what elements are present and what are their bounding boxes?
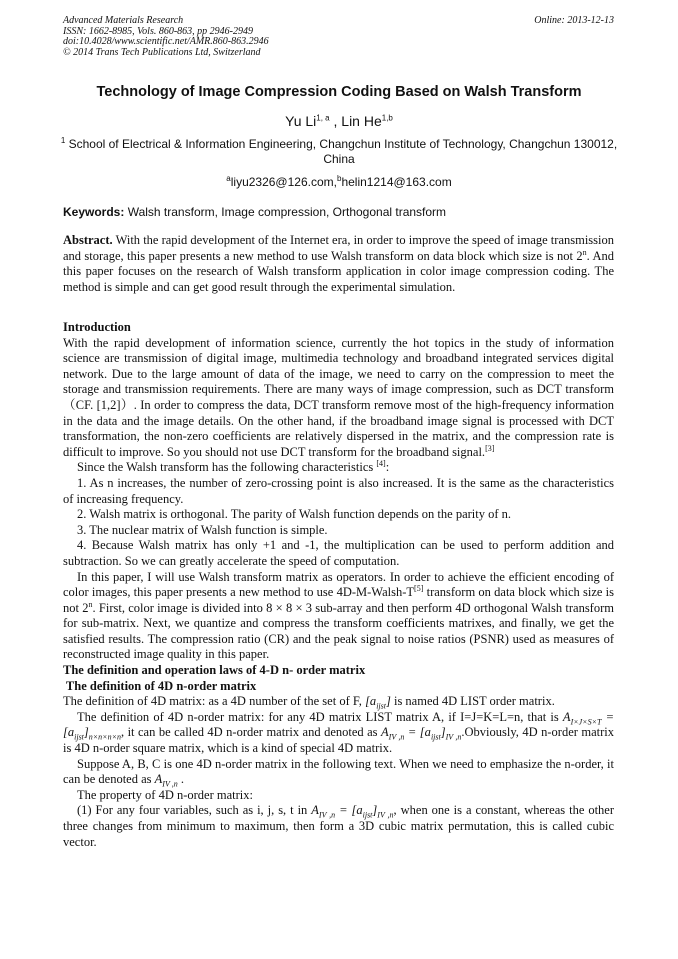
abstract-sup: n	[582, 247, 587, 257]
intro-p2-text: Since the Walsh transform has the following characteristics	[77, 460, 377, 475]
emails	[0, 175, 678, 189]
math-a-ivn-2: $A_{IV ,n}$	[154, 772, 178, 789]
paper-title: Technology of Image Compression Coding Based on Walsh Transform	[96, 84, 582, 100]
s2-p2-text-a: The definition of 4D n-order matrix: for any 4D matrix LIST matrix A, if I=J=K=L=n, that is	[77, 709, 563, 724]
intro-p1-ref[interactable]: [3]	[485, 443, 495, 453]
copyright: © 2014 Trans Tech Publications Ltd, Switzerland	[63, 46, 261, 58]
list-item: 1. As n increases, the number of zero-crossing point is also increased. It is the same as the characteristics of increasing frequency.	[63, 475, 614, 506]
author-1: Yu Li	[285, 113, 317, 129]
math-a-ivn: $A_{IV ,n} = [a_{ijst}]_{IV ,n}$	[381, 725, 462, 742]
email-b-sup: b	[336, 174, 342, 183]
intro-p1-text: With the rapid development of information science, currently the hot topics in the study of information science are transmission of digital image, multimedia technology and broadband integrated services digital network. Due to the large amount of data of the image, we need to carry on the compression to meet the storage and transmission requirements. There are many ways of image compression, such as DCT transform （CF. [1,2]）. In order to compress the data, DCT transform remove most of the high-frequency information in the data and the image details. On the other hand, if the broadband image signal is processed with DCT transformation, the non-zero coefficients are relatively dispersed in the matrix, and the compression rate is difficult to improve. So you should not use DCT transform for the broadband signal.	[63, 335, 614, 459]
section2-heading: The definition and operation laws of 4-D n- order matrix	[63, 663, 366, 678]
email-a-sup: a	[226, 174, 231, 183]
intro-p2-end: :	[385, 460, 390, 475]
s2-p5-text-a: (1) For any four variables, such as i, j, s, t in	[77, 803, 312, 818]
list-item: 4. Because Walsh matrix has only +1 and -1, the multiplication can be used to perform addition and subtraction. So we can greatly accelerate the speed of computation.	[63, 538, 614, 568]
doi: doi:10.4028/www.scientific.net/AMR.860-863.2946	[63, 36, 269, 47]
intro-p3-text-b: transform on data block which size is not 2	[63, 585, 614, 615]
journal-name: Advanced Materials Research	[63, 15, 184, 26]
intro-paragraph-1	[63, 336, 614, 461]
math-a-ijst: $A_{I\times J\times S\times T} = [a_{ijst}]_{n\times n\times n\times n}$	[63, 709, 615, 742]
intro-p3-text-a: In this paper, I will use Walsh transform matrix as operators. In order to achieve the efficient encoding of color images, this paper presents a new method to use 4D-M-Walsh-T	[63, 569, 614, 600]
keywords-text: Walsh transform, Image compression, Orthogonal transform	[127, 205, 447, 219]
abstract-label: Abstract.	[63, 233, 113, 247]
author-2-sup: 1,b	[381, 113, 393, 123]
affiliation-text: School of Electrical & Information Engineering, Changchun Institute of Technology, Changchun 130012, China	[68, 137, 618, 166]
math-aijst: $[a_{ijst}]$	[365, 694, 391, 711]
intro-paragraph-3	[63, 570, 614, 664]
abstract-text-2: . And this paper focuses on the research of Walsh transform application in color image compression coding. The method is simple and can get good result through the experimental simulation.	[63, 248, 614, 294]
section2-paragraph-5	[63, 803, 614, 850]
affiliation-sup: 1	[60, 136, 66, 145]
s2-p3-text-b: .	[177, 772, 184, 787]
author-2: Lin He	[341, 113, 382, 129]
intro-paragraph-2	[63, 460, 614, 476]
s2-p1-text-b: is named 4D LIST order matrix.	[390, 694, 555, 709]
keywords	[63, 205, 446, 219]
authors	[0, 113, 678, 129]
intro-p2-ref[interactable]: [4]	[376, 459, 386, 469]
journal-header	[63, 16, 269, 58]
section2-paragraph-4: The property of 4D n-order matrix:	[77, 787, 253, 802]
online-date: Online: 2013-12-13	[534, 15, 614, 26]
section2-paragraph-1	[63, 694, 614, 710]
intro-p3-sup: n	[88, 599, 93, 609]
intro-p3-ref[interactable]: [5]	[414, 583, 424, 593]
s2-p5-text-b: , when one is a constant, whereas the other three changes from minimum to maximum, then form a 3D cubic matrix permutation, this is called cubic vector.	[63, 803, 615, 849]
keywords-label: Keywords:	[63, 205, 125, 219]
author-sep: ,	[329, 113, 342, 129]
section2-paragraph-2	[63, 710, 614, 757]
abstract-text-1: With the rapid development of the Internet era, in order to improve the speed of image transmission and storage, this paper presents a new method to use Walsh transform on data block which size is not 2	[63, 233, 614, 263]
email-b[interactable]: helin1214@163.com	[341, 175, 452, 189]
s2-p2-text-c: .Obviously, 4D n-order matrix is 4D n-order square matrix, which is a kind of special 4D matrix.	[63, 725, 615, 756]
s2-p2-text-b: , it can be called 4D n-order matrix and denoted as	[120, 725, 382, 740]
author-1-sup: 1, a	[316, 113, 330, 123]
s2-p1-text-a: The definition of 4D matrix: as a 4D number of the set of F,	[63, 694, 366, 709]
section2-subheading: The definition of 4D n-order matrix	[63, 678, 257, 693]
section2-paragraph-3	[63, 757, 614, 788]
s2-p3-text-a: Suppose A, B, C is one 4D n-order matrix in the following text. When we need to emphasize the n-order, it can be denoted as	[63, 756, 614, 787]
email-a[interactable]: liyu2326@126.com,	[230, 175, 337, 189]
affiliation	[60, 137, 618, 167]
abstract	[63, 233, 614, 295]
math-a-ivn-3: $A_{IV ,n} = [a_{ijst}]_{IV ,n}$	[311, 803, 394, 820]
issn: ISSN: 1662-8985, Vols. 860-863, pp 2946-2949	[63, 25, 253, 37]
intro-heading: Introduction	[63, 320, 131, 334]
introduction-section	[63, 320, 614, 850]
intro-p3-text-c: . First, color image is divided into 8 × 8 × 3 sub-array and then perform 4D orthogonal Walsh transform for sub-matrix. Next, we quantize and compress the transform coefficients matrixes, and finally, we get the satisfied results. The compression ratio (CR) and the peak signal to noise ratios (PSNR) used as measures of reconstructed image quality in this paper.	[63, 600, 614, 662]
list-item: 2. Walsh matrix is orthogonal. The parity of Walsh function depends on the parity of n.	[77, 507, 512, 522]
list-item: 3. The nuclear matrix of Walsh function is simple.	[77, 522, 328, 537]
